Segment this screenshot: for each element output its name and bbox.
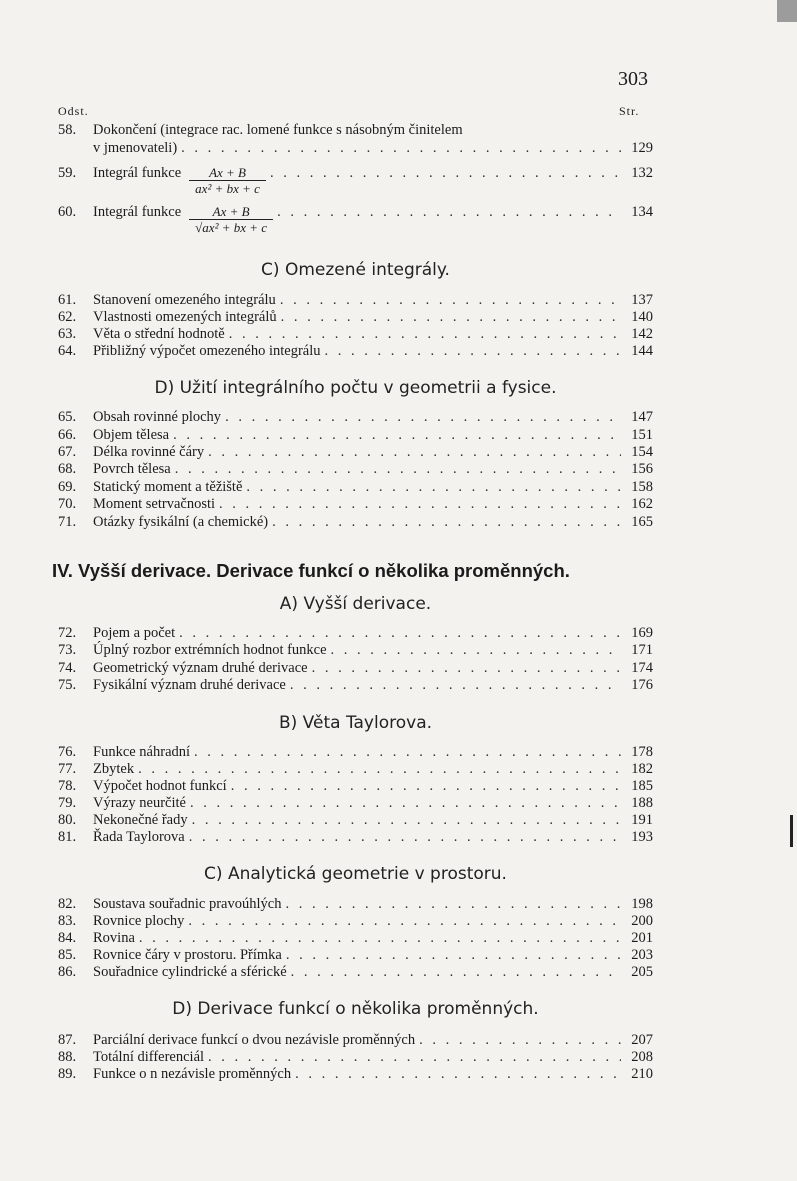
entry-title: Integrál funkce bbox=[93, 165, 182, 181]
entry-page: 140 bbox=[631, 309, 653, 325]
leader-dots bbox=[272, 514, 621, 530]
entry-title: Vlastnosti omezených integrálů bbox=[93, 309, 277, 325]
page-number: 303 bbox=[618, 68, 648, 90]
entry-title: Výpočet hodnot funkcí bbox=[93, 778, 227, 794]
leader-dots bbox=[138, 761, 621, 777]
entry-number: 62. bbox=[58, 309, 77, 325]
entry-number: 75. bbox=[58, 677, 77, 693]
leader-dots bbox=[419, 1032, 621, 1048]
section-heading: D) Derivace funkcí o několika proměnných. bbox=[172, 999, 539, 1019]
entry-title: Rovnice plochy bbox=[93, 913, 185, 929]
header-section-label: Odst. bbox=[58, 104, 89, 118]
entry-title: Přibližný výpočet omezeného integrálu bbox=[93, 343, 321, 359]
margin-mark bbox=[790, 815, 793, 847]
fraction-denominator: √ax² + bx + c bbox=[195, 220, 268, 235]
entry-page: 156 bbox=[631, 461, 653, 477]
entry-number: 86. bbox=[58, 964, 77, 980]
entry-title: Fysikální význam druhé derivace bbox=[93, 677, 286, 693]
entry-number: 74. bbox=[58, 660, 77, 676]
entry-page: 176 bbox=[631, 677, 653, 693]
entry-page: 207 bbox=[631, 1032, 653, 1048]
entry-page: 201 bbox=[631, 930, 653, 946]
leader-dots bbox=[173, 427, 621, 443]
entry-title: Věta o střední hodnotě bbox=[93, 326, 225, 342]
entry-number: 58. bbox=[58, 122, 77, 138]
entry-number: 85. bbox=[58, 947, 77, 963]
entry-title: Řada Taylorova bbox=[93, 829, 185, 845]
entry-page: 208 bbox=[631, 1049, 653, 1065]
toc-entry bbox=[58, 964, 653, 980]
leader-dots bbox=[179, 625, 621, 641]
entry-page: 137 bbox=[631, 292, 653, 308]
leader-dots bbox=[291, 964, 621, 980]
entry-page: 169 bbox=[631, 625, 653, 641]
entry-number: 67. bbox=[58, 444, 77, 460]
leader-dots bbox=[295, 1066, 621, 1082]
entry-number: 68. bbox=[58, 461, 77, 477]
toc-entry bbox=[58, 829, 653, 845]
toc-entry bbox=[58, 744, 653, 760]
entry-number: 78. bbox=[58, 778, 77, 794]
entry-title: Rovina bbox=[93, 930, 135, 946]
entry-number: 59. bbox=[58, 165, 77, 181]
entry-title: Délka rovinné čáry bbox=[93, 444, 205, 460]
entry-page: 200 bbox=[631, 913, 653, 929]
entry-page: 185 bbox=[631, 778, 653, 794]
entry-title: Souřadnice cylindrické a sférické bbox=[93, 964, 287, 980]
entry-title: Funkce náhradní bbox=[93, 744, 191, 760]
fraction-numerator: Ax + B bbox=[189, 165, 266, 181]
entry-title: Objem tělesa bbox=[93, 427, 170, 443]
toc-entry bbox=[58, 343, 653, 359]
entry-title: Povrch tělesa bbox=[93, 461, 171, 477]
entry-number: 83. bbox=[58, 913, 77, 929]
toc-entry bbox=[58, 292, 653, 308]
entry-title: Moment setrvačnosti bbox=[93, 496, 216, 512]
entry-number: 72. bbox=[58, 625, 77, 641]
entry-number: 79. bbox=[58, 795, 77, 811]
leader-dots bbox=[194, 744, 621, 760]
leader-dots bbox=[139, 930, 621, 946]
toc-entry bbox=[58, 326, 653, 342]
header-page-label: Str. bbox=[619, 104, 640, 118]
toc-entry bbox=[58, 496, 653, 512]
entry-number: 84. bbox=[58, 930, 77, 946]
entry-page: 171 bbox=[631, 642, 653, 658]
leader-dots bbox=[285, 896, 621, 912]
leader-dots bbox=[225, 409, 621, 425]
entry-number: 60. bbox=[58, 204, 77, 220]
leader-dots bbox=[325, 343, 622, 359]
leader-dots bbox=[229, 326, 621, 342]
entry-page: 154 bbox=[631, 444, 653, 460]
fraction-denominator: ax² + bx + c bbox=[195, 181, 260, 196]
section-heading: C) Analytická geometrie v prostoru. bbox=[204, 864, 507, 884]
entry-number: 89. bbox=[58, 1066, 77, 1082]
toc-entry bbox=[58, 947, 653, 963]
leader-dots bbox=[219, 496, 621, 512]
entry-title: Geometrický význam druhé derivace bbox=[93, 660, 308, 676]
leader-dots bbox=[277, 204, 621, 220]
leader-dots bbox=[331, 642, 621, 658]
toc-entry-continuation bbox=[93, 140, 653, 156]
entry-title: Rovnice čáry v prostoru. Přímka bbox=[93, 947, 282, 963]
leader-dots bbox=[290, 677, 621, 693]
entry-page: 147 bbox=[631, 409, 653, 425]
toc-entry bbox=[58, 409, 653, 425]
toc-entry bbox=[58, 761, 653, 777]
entry-title: Statický moment a těžiště bbox=[93, 479, 243, 495]
entry-number: 66. bbox=[58, 427, 77, 443]
toc-entry bbox=[58, 930, 653, 946]
toc-entry bbox=[58, 461, 653, 477]
entry-title: Stanovení omezeného integrálu bbox=[93, 292, 276, 308]
entry-title: Dokončení (integrace rac. lomené funkce s násobným činitelem bbox=[93, 122, 463, 138]
entry-page: 174 bbox=[631, 660, 653, 676]
entry-page: 188 bbox=[631, 795, 653, 811]
leader-dots bbox=[270, 165, 621, 181]
leader-dots bbox=[246, 479, 621, 495]
leader-dots bbox=[188, 913, 621, 929]
toc-entry bbox=[58, 660, 653, 676]
entry-title: Výrazy neurčité bbox=[93, 795, 186, 811]
toc-entry bbox=[58, 1032, 653, 1048]
toc-entry bbox=[58, 122, 653, 138]
entry-page: 178 bbox=[631, 744, 653, 760]
leader-dots bbox=[280, 292, 621, 308]
leader-dots bbox=[181, 140, 621, 156]
toc-entry bbox=[58, 625, 653, 641]
leader-dots bbox=[208, 1049, 621, 1065]
toc-entry bbox=[58, 514, 653, 530]
toc-entry bbox=[58, 1049, 653, 1065]
entry-page: 182 bbox=[631, 761, 653, 777]
section-heading: C) Omezené integrály. bbox=[261, 260, 450, 280]
entry-title: Totální differenciál bbox=[93, 1049, 205, 1065]
leader-dots bbox=[281, 309, 621, 325]
entry-page: 203 bbox=[631, 947, 653, 963]
entry-title: Integrál funkce bbox=[93, 204, 182, 220]
entry-number: 63. bbox=[58, 326, 77, 342]
entry-page: 162 bbox=[631, 496, 653, 512]
entry-title: Nekonečné řady bbox=[93, 812, 188, 828]
leader-dots bbox=[175, 461, 621, 477]
entry-page: 151 bbox=[631, 427, 653, 443]
entry-page: 191 bbox=[631, 812, 653, 828]
entry-page: 134 bbox=[631, 204, 653, 220]
section-heading: D) Užití integrálního počtu v geometrii a fysice. bbox=[154, 378, 557, 398]
entry-number: 61. bbox=[58, 292, 77, 308]
entry-page: 144 bbox=[631, 343, 653, 359]
entry-number: 73. bbox=[58, 642, 77, 658]
toc-entry bbox=[58, 795, 653, 811]
entry-title: Zbytek bbox=[93, 761, 135, 777]
entry-number: 65. bbox=[58, 409, 77, 425]
leader-dots bbox=[312, 660, 621, 676]
entry-number: 69. bbox=[58, 479, 77, 495]
leader-dots bbox=[286, 947, 621, 963]
entry-title: Funkce o n nezávisle proměnných bbox=[93, 1066, 292, 1082]
entry-title: Parciální derivace funkcí o dvou nezávisle proměnných bbox=[93, 1032, 416, 1048]
entry-page: 142 bbox=[631, 326, 653, 342]
entry-page: 193 bbox=[631, 829, 653, 845]
toc-entry bbox=[58, 896, 653, 912]
toc-entry bbox=[58, 204, 653, 235]
entry-number: 82. bbox=[58, 896, 77, 912]
toc-entry bbox=[58, 444, 653, 460]
toc-entry bbox=[58, 427, 653, 443]
entry-number: 77. bbox=[58, 761, 77, 777]
entry-page: 132 bbox=[631, 165, 653, 181]
entry-title: Úplný rozbor extrémních hodnot funkce bbox=[93, 642, 327, 658]
toc-entry bbox=[58, 812, 653, 828]
page-corner-shadow bbox=[777, 0, 797, 22]
toc-entry bbox=[58, 677, 653, 693]
leader-dots bbox=[192, 812, 621, 828]
entry-page: 198 bbox=[631, 896, 653, 912]
fraction bbox=[189, 204, 273, 235]
leader-dots bbox=[189, 829, 621, 845]
section-heading: B) Věta Taylorova. bbox=[278, 713, 433, 733]
toc-entry bbox=[58, 165, 653, 196]
fraction-numerator: Ax + B bbox=[189, 204, 273, 220]
entry-page: 165 bbox=[631, 514, 653, 530]
toc-entry bbox=[58, 309, 653, 325]
fraction bbox=[189, 165, 266, 196]
entry-number: 71. bbox=[58, 514, 77, 530]
entry-page: 205 bbox=[631, 964, 653, 980]
toc-entry bbox=[58, 1066, 653, 1082]
entry-page: 129 bbox=[631, 140, 653, 156]
entry-number: 64. bbox=[58, 343, 77, 359]
section-heading: A) Vyšší derivace. bbox=[279, 594, 432, 614]
entry-title: Soustava souřadnic pravoúhlých bbox=[93, 896, 282, 912]
entry-number: 87. bbox=[58, 1032, 77, 1048]
entry-number: 76. bbox=[58, 744, 77, 760]
toc-entry bbox=[58, 778, 653, 794]
entry-title: Obsah rovinné plochy bbox=[93, 409, 222, 425]
entry-number: 81. bbox=[58, 829, 77, 845]
entry-title-continued: v jmenovateli) bbox=[93, 140, 178, 156]
leader-dots bbox=[208, 444, 621, 460]
leader-dots bbox=[190, 795, 621, 811]
entry-page: 158 bbox=[631, 479, 653, 495]
toc-entry bbox=[58, 479, 653, 495]
entry-number: 70. bbox=[58, 496, 77, 512]
toc-entry bbox=[58, 913, 653, 929]
entry-number: 88. bbox=[58, 1049, 77, 1065]
part-heading: IV. Vyšší derivace. Derivace funkcí o několika proměnných. bbox=[52, 560, 570, 581]
entry-number: 80. bbox=[58, 812, 77, 828]
entry-title: Pojem a počet bbox=[93, 625, 176, 641]
entry-page: 210 bbox=[631, 1066, 653, 1082]
leader-dots bbox=[231, 778, 621, 794]
toc-entry bbox=[58, 642, 653, 658]
entry-title: Otázky fysikální (a chemické) bbox=[93, 514, 269, 530]
